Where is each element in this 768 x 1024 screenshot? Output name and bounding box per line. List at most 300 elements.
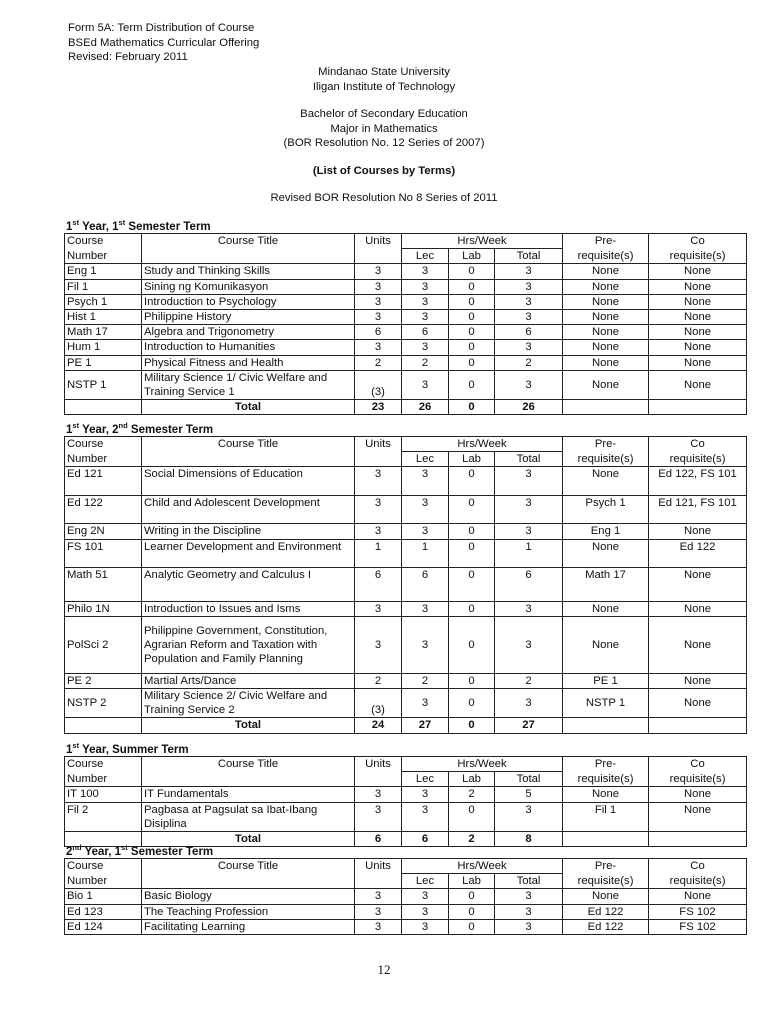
prerequisite: Ed 122 [563, 919, 649, 934]
lab-hours: 0 [449, 616, 495, 673]
total-hours: 3 [495, 264, 563, 279]
table-row [65, 325, 747, 340]
col-course-title: Course Title [142, 859, 355, 889]
course-number: Philo 1N [65, 601, 142, 616]
lab-hours: 0 [449, 294, 495, 309]
units: 3 [355, 616, 402, 673]
empty-cell [649, 400, 747, 415]
year-label: Year, [79, 423, 113, 436]
corequisite: None [649, 524, 747, 539]
lec-hours: 3 [402, 264, 449, 279]
course-title: Pagbasa at Pagsulat sa Ibat-Ibang Disiplina [142, 802, 355, 831]
total-units: 6 [355, 832, 402, 847]
course-number: NSTP 2 [65, 689, 142, 718]
course-title: Study and Thinking Skills [142, 264, 355, 279]
col-course-title: Course Title [142, 757, 355, 787]
total-hours: 3 [495, 467, 563, 496]
course-title: Introduction to Issues and Isms [142, 601, 355, 616]
col-units: Units [355, 859, 402, 889]
col-units: Units [355, 757, 402, 787]
corequisite: None [649, 689, 747, 718]
corequisite: None [649, 889, 747, 904]
course-number: Hum 1 [65, 340, 142, 355]
table-row [65, 673, 747, 688]
course-number: Psych 1 [65, 294, 142, 309]
course-title: Facilitating Learning [142, 919, 355, 934]
course-number: FS 101 [65, 539, 142, 567]
col-course-number-2: Number [65, 452, 142, 467]
prerequisite: None [563, 467, 649, 496]
prerequisite: Psych 1 [563, 496, 649, 524]
total-hours: 3 [495, 524, 563, 539]
prerequisite: None [563, 279, 649, 294]
col-total: Total [495, 874, 563, 889]
semester-label: Semester Term [127, 845, 214, 858]
units: 3 [355, 919, 402, 934]
lab-hours: 0 [449, 340, 495, 355]
col-coreq-1: Co [649, 234, 747, 249]
empty-cell [563, 718, 649, 733]
col-course-number-1: Course [65, 859, 142, 874]
term-heading [66, 218, 211, 233]
col-coreq-2: requisite(s) [649, 452, 747, 467]
table-row [65, 294, 747, 309]
lab-hours: 0 [449, 919, 495, 934]
units: (3) [355, 370, 402, 399]
course-table [64, 756, 747, 847]
total-hours: 6 [495, 325, 563, 340]
course-title: Military Science 1/ Civic Welfare and Training Service 1 [142, 370, 355, 399]
semester-label: Semester Term [125, 220, 211, 233]
corequisite: None [649, 355, 747, 370]
course-number: Math 51 [65, 567, 142, 601]
course-number: Ed 124 [65, 919, 142, 934]
total-hours: 6 [495, 567, 563, 601]
lec-hours: 3 [402, 370, 449, 399]
total-hours: 2 [495, 355, 563, 370]
units: 3 [355, 294, 402, 309]
lec-hours: 3 [402, 601, 449, 616]
semester-number: 1 [112, 220, 119, 233]
total-hours: 3 [495, 279, 563, 294]
table-row [65, 340, 747, 355]
total-hours: 27 [495, 718, 563, 733]
table-row [65, 616, 747, 673]
total-hours: 8 [495, 832, 563, 847]
units: 3 [355, 264, 402, 279]
total-hours: 3 [495, 496, 563, 524]
col-course-title: Course Title [142, 234, 355, 264]
term-heading [66, 843, 213, 858]
course-number: Ed 123 [65, 904, 142, 919]
semester-number: 2 [112, 423, 119, 436]
course-number: Ed 122 [65, 496, 142, 524]
year-suffix: st [72, 421, 80, 430]
year-suffix: st [72, 218, 80, 227]
col-course-number-2: Number [65, 772, 142, 787]
total-units: 24 [355, 718, 402, 733]
table-row [65, 787, 747, 802]
corequisite: None [649, 325, 747, 340]
course-title: Child and Adolescent Development [142, 496, 355, 524]
col-coreq-2: requisite(s) [649, 249, 747, 264]
list-title: (List of Courses by Terms) [312, 164, 456, 177]
lec-hours: 3 [402, 919, 449, 934]
col-lec: Lec [402, 874, 449, 889]
total-lec: 26 [402, 400, 449, 415]
table-row [65, 919, 747, 934]
course-title: Martial Arts/Dance [142, 673, 355, 688]
course-title: Philippine Government, Constitution, Agrarian Reform and Taxation with Population and Family Planning [142, 616, 355, 673]
total-lab: 0 [449, 400, 495, 415]
col-lab: Lab [449, 772, 495, 787]
table-row [65, 524, 747, 539]
units: 3 [355, 496, 402, 524]
revised-resolution: Revised BOR Resolution No 8 Series of 2011 [270, 192, 498, 204]
lab-hours: 0 [449, 904, 495, 919]
lec-hours: 3 [402, 689, 449, 718]
course-title: Basic Biology [142, 889, 355, 904]
prerequisite: None [563, 370, 649, 399]
col-prereq-2: requisite(s) [563, 452, 649, 467]
prerequisite: NSTP 1 [563, 689, 649, 718]
course-number: IT 100 [65, 787, 142, 802]
table-row [65, 802, 747, 831]
prerequisite: Fil 1 [563, 802, 649, 831]
units: 3 [355, 340, 402, 355]
prerequisite: Ed 122 [563, 904, 649, 919]
empty-cell [649, 718, 747, 733]
col-prereq-1: Pre- [563, 859, 649, 874]
prerequisite: PE 1 [563, 673, 649, 688]
year-number: 1 [66, 220, 73, 233]
total-hours: 3 [495, 601, 563, 616]
col-coreq-1: Co [649, 437, 747, 452]
col-course-number-1: Course [65, 234, 142, 249]
year-label: Year, Summer Term [79, 743, 189, 756]
total-hours: 3 [495, 616, 563, 673]
table-header-row [65, 234, 747, 249]
table-row [65, 264, 747, 279]
course-title: Algebra and Trigonometry [142, 325, 355, 340]
table-header-row [65, 757, 747, 772]
empty-cell [65, 400, 142, 415]
col-lab: Lab [449, 249, 495, 264]
semester-number: 1 [114, 845, 122, 858]
corequisite: None [649, 802, 747, 831]
major-name: Major in Mathematics [330, 122, 438, 135]
course-table [64, 436, 747, 734]
course-number: Hist 1 [65, 310, 142, 325]
total-label: Total [142, 400, 355, 415]
table-row [65, 279, 747, 294]
col-total: Total [495, 772, 563, 787]
col-prereq-2: requisite(s) [563, 772, 649, 787]
col-total: Total [495, 452, 563, 467]
col-prereq-1: Pre- [563, 234, 649, 249]
total-hours: 26 [495, 400, 563, 415]
col-prereq-2: requisite(s) [563, 249, 649, 264]
total-hours: 3 [495, 802, 563, 831]
col-coreq-2: requisite(s) [649, 772, 747, 787]
units: 3 [355, 889, 402, 904]
corequisite: None [649, 601, 747, 616]
units: 3 [355, 310, 402, 325]
table-row [65, 904, 747, 919]
col-lab: Lab [449, 874, 495, 889]
lec-hours: 3 [402, 467, 449, 496]
col-hrs-week: Hrs/Week [402, 234, 563, 249]
col-course-title: Course Title [142, 437, 355, 467]
units: 3 [355, 279, 402, 294]
col-course-number-1: Course [65, 757, 142, 772]
course-title: Sining ng Komunikasyon [142, 279, 355, 294]
units: 6 [355, 325, 402, 340]
units: 3 [355, 524, 402, 539]
lec-hours: 2 [402, 355, 449, 370]
total-hours: 3 [495, 340, 563, 355]
col-coreq-2: requisite(s) [649, 874, 747, 889]
lec-hours: 3 [402, 787, 449, 802]
total-hours: 3 [495, 904, 563, 919]
prerequisite: None [563, 889, 649, 904]
corequisite: None [649, 264, 747, 279]
course-number: Fil 2 [65, 802, 142, 831]
resolution-line: (BOR Resolution No. 12 Series of 2007) [283, 137, 485, 149]
prerequisite: None [563, 294, 649, 309]
lab-hours: 0 [449, 567, 495, 601]
course-number: PolSci 2 [65, 616, 142, 673]
lab-hours: 0 [449, 467, 495, 496]
course-number: Math 17 [65, 325, 142, 340]
units: 1 [355, 539, 402, 567]
course-number: PE 1 [65, 355, 142, 370]
total-hours: 3 [495, 294, 563, 309]
institution-block [0, 65, 768, 206]
prerequisite: None [563, 355, 649, 370]
corequisite: Ed 122, FS 101 [649, 467, 747, 496]
lab-hours: 0 [449, 673, 495, 688]
total-hours: 2 [495, 673, 563, 688]
col-hrs-week: Hrs/Week [402, 859, 563, 874]
lec-hours: 6 [402, 567, 449, 601]
lec-hours: 3 [402, 616, 449, 673]
course-number: Bio 1 [65, 889, 142, 904]
corequisite: None [649, 340, 747, 355]
col-total: Total [495, 249, 563, 264]
total-label: Total [142, 832, 355, 847]
units: 3 [355, 467, 402, 496]
corequisite: None [649, 673, 747, 688]
units: 3 [355, 904, 402, 919]
revised-line: Revised: February 2011 [68, 51, 188, 63]
table-row [65, 467, 747, 496]
course-number: PE 2 [65, 673, 142, 688]
lab-hours: 0 [449, 496, 495, 524]
lec-hours: 3 [402, 294, 449, 309]
lec-hours: 3 [402, 889, 449, 904]
prerequisite: Math 17 [563, 567, 649, 601]
prerequisite: Eng 1 [563, 524, 649, 539]
course-title: Introduction to Humanities [142, 340, 355, 355]
semester-suffix: nd [118, 421, 128, 430]
total-hours: 3 [495, 889, 563, 904]
col-prereq-1: Pre- [563, 437, 649, 452]
units: (3) [355, 689, 402, 718]
units: 3 [355, 802, 402, 831]
page-number: 12 [377, 962, 391, 977]
col-hrs-week: Hrs/Week [402, 757, 563, 772]
col-coreq-1: Co [649, 757, 747, 772]
units: 2 [355, 355, 402, 370]
total-hours: 3 [495, 919, 563, 934]
course-title: Military Science 2/ Civic Welfare and Training Service 2 [142, 689, 355, 718]
prerequisite: None [563, 340, 649, 355]
term-heading [66, 421, 213, 436]
prerequisite: None [563, 601, 649, 616]
year-suffix: nd [72, 843, 82, 852]
table-row [65, 889, 747, 904]
lab-hours: 0 [449, 264, 495, 279]
lab-hours: 0 [449, 325, 495, 340]
units: 2 [355, 673, 402, 688]
prerequisite: None [563, 616, 649, 673]
lec-hours: 3 [402, 310, 449, 325]
form-header [68, 21, 259, 65]
table-row [65, 689, 747, 718]
col-prereq-2: requisite(s) [563, 874, 649, 889]
institute-name: Iligan Institute of Technology [312, 80, 456, 93]
year-number: 2 [66, 845, 73, 858]
offering-line: BSEd Mathematics Curricular Offering [68, 36, 260, 49]
lab-hours: 0 [449, 802, 495, 831]
total-hours: 5 [495, 787, 563, 802]
corequisite: FS 102 [649, 904, 747, 919]
corequisite: None [649, 370, 747, 399]
empty-cell [649, 832, 747, 847]
table-row [65, 601, 747, 616]
col-course-number-1: Course [65, 437, 142, 452]
course-number: Fil 1 [65, 279, 142, 294]
corequisite: None [649, 310, 747, 325]
lab-hours: 0 [449, 689, 495, 718]
corequisite: FS 102 [649, 919, 747, 934]
total-lec: 27 [402, 718, 449, 733]
total-row [65, 400, 747, 415]
year-label: Year, [81, 845, 115, 858]
corequisite: Ed 122 [649, 539, 747, 567]
year-label: Year, [79, 220, 113, 233]
course-title: IT Fundamentals [142, 787, 355, 802]
lab-hours: 0 [449, 889, 495, 904]
semester-suffix: st [118, 218, 126, 227]
lab-hours: 0 [449, 355, 495, 370]
total-row [65, 718, 747, 733]
prerequisite: None [563, 539, 649, 567]
corequisite: None [649, 787, 747, 802]
col-coreq-1: Co [649, 859, 747, 874]
table-header-row [65, 437, 747, 452]
table-row [65, 310, 747, 325]
semester-label: Semester Term [127, 423, 214, 436]
total-hours: 1 [495, 539, 563, 567]
lec-hours: 3 [402, 340, 449, 355]
lec-hours: 3 [402, 802, 449, 831]
total-units: 23 [355, 400, 402, 415]
lec-hours: 3 [402, 524, 449, 539]
prerequisite: None [563, 310, 649, 325]
lab-hours: 0 [449, 279, 495, 294]
term-heading [66, 741, 189, 756]
lab-hours: 0 [449, 524, 495, 539]
course-title: Introduction to Psychology [142, 294, 355, 309]
university-name: Mindanao State University [318, 66, 450, 78]
total-hours: 3 [495, 689, 563, 718]
corequisite: None [649, 279, 747, 294]
prerequisite: None [563, 325, 649, 340]
total-lab: 0 [449, 718, 495, 733]
table-header-row [65, 859, 747, 874]
col-units: Units [355, 234, 402, 264]
total-lec: 6 [402, 832, 449, 847]
table-row [65, 539, 747, 567]
units: 3 [355, 787, 402, 802]
col-lec: Lec [402, 452, 449, 467]
corequisite: None [649, 616, 747, 673]
course-number: Eng 2N [65, 524, 142, 539]
degree-name: Bachelor of Secondary Education [300, 108, 468, 120]
course-title: Social Dimensions of Education [142, 467, 355, 496]
form-line: Form 5A: Term Distribution of Course [68, 22, 255, 34]
lab-hours: 0 [449, 601, 495, 616]
col-lec: Lec [402, 249, 449, 264]
lec-hours: 2 [402, 673, 449, 688]
course-table [64, 858, 747, 935]
lec-hours: 3 [402, 279, 449, 294]
units: 3 [355, 601, 402, 616]
table-row [65, 567, 747, 601]
total-lab: 2 [449, 832, 495, 847]
year-suffix: st [72, 741, 80, 750]
lec-hours: 6 [402, 325, 449, 340]
year-number: 1 [66, 743, 73, 756]
lec-hours: 3 [402, 904, 449, 919]
course-number: NSTP 1 [65, 370, 142, 399]
course-number: Ed 121 [65, 467, 142, 496]
col-lab: Lab [449, 452, 495, 467]
course-title: Learner Development and Environment [142, 539, 355, 567]
corequisite: Ed 121, FS 101 [649, 496, 747, 524]
prerequisite: None [563, 787, 649, 802]
prerequisite: None [563, 264, 649, 279]
empty-cell [65, 718, 142, 733]
col-prereq-1: Pre- [563, 757, 649, 772]
units: 6 [355, 567, 402, 601]
year-number: 1 [66, 423, 73, 436]
lec-hours: 3 [402, 496, 449, 524]
total-hours: 3 [495, 370, 563, 399]
course-title: Physical Fitness and Health [142, 355, 355, 370]
course-title: The Teaching Profession [142, 904, 355, 919]
lab-hours: 2 [449, 787, 495, 802]
col-course-number-2: Number [65, 874, 142, 889]
col-course-number-2: Number [65, 249, 142, 264]
col-lec: Lec [402, 772, 449, 787]
empty-cell [563, 832, 649, 847]
lab-hours: 0 [449, 539, 495, 567]
course-title: Philippine History [142, 310, 355, 325]
empty-cell [563, 400, 649, 415]
